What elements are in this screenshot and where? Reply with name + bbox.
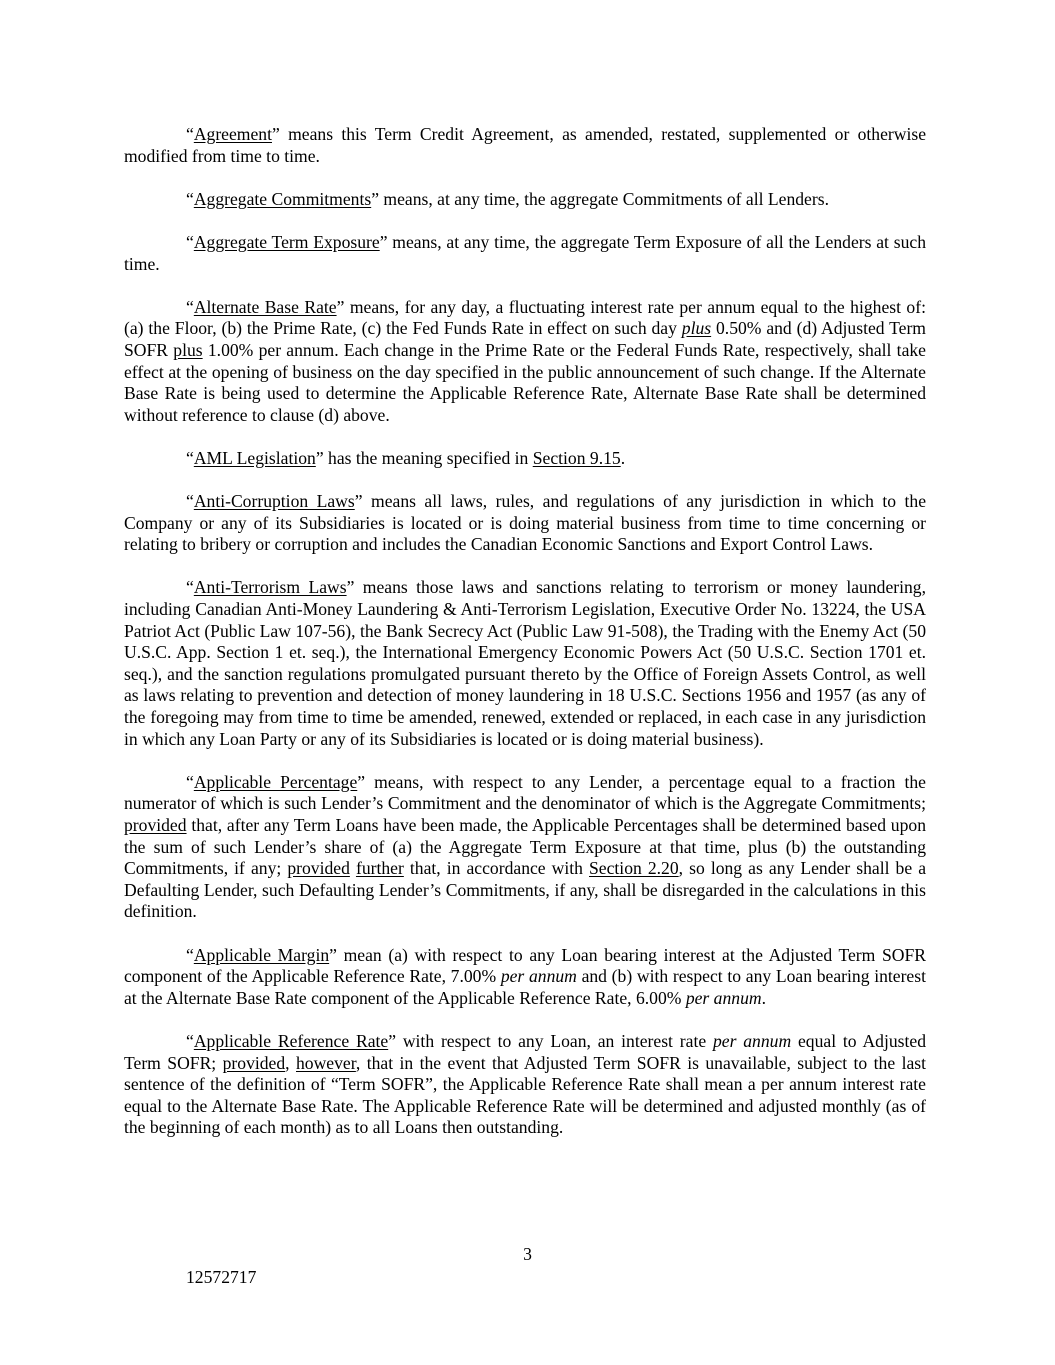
definition-paragraph (124, 577, 926, 750)
definition-paragraph (124, 297, 926, 427)
paragraph-text: “ (186, 1030, 194, 1051)
defined-term: Applicable Percentage (193, 771, 358, 792)
defined-term: Alternate Base Rate (193, 296, 337, 317)
paragraph-text: per annum (500, 966, 577, 987)
paragraph-text: and (b) with respect to any Loan bearing interest at the Alternate Base Rate component of the Applicable Reference Rate, 6.00% (124, 966, 926, 1008)
defined-term: Anti-Terrorism Laws (193, 577, 347, 598)
page-number: 3 (523, 1244, 532, 1264)
paragraph-text: provided (124, 815, 187, 835)
paragraph-text: “ (186, 188, 194, 209)
defined-term: Aggregate Term Exposure (193, 231, 380, 252)
definition-paragraph (124, 491, 926, 556)
defined-term: AML Legislation (193, 447, 316, 468)
paragraph-text: ” means, for any day, a fluctuating interest rate per annum equal to the highest of: (a) the Floor, (b) the Prime Rate, (c) the Fed Funds Rate in effect on such day (124, 296, 926, 339)
paragraph-text: ” means, with respect to any Lender, a percentage equal to a fraction the numerator of which is such Lender’s Commitment and the denominator of which is the Aggregate Commitments; (124, 771, 926, 814)
paragraph-text: “ (186, 296, 194, 317)
definition-paragraph (124, 1031, 926, 1139)
paragraph-text: plus (173, 339, 203, 360)
paragraph-text: . (761, 987, 766, 1008)
paragraph-text: 0.50% and (d) Adjusted Term SOFR (124, 318, 926, 360)
paragraph-text: , that in the event that Adjusted Term SOFR is unavailable, subject to the last sentence of the definition of “Term SOFR”, the Applicable Reference Rate shall mean a per annum interest rate equal to the Alternate Base Rate. The Applicable Reference Rate will be determined and adjusted monthly (as of the beginning of each month) as to all Loans then outstanding. (124, 1052, 927, 1138)
paragraph-text: ” means this Term Credit Agreement, as amended, restated, supplemented or otherwise modified from time to time. (124, 124, 926, 166)
defined-term: Aggregate Commitments (193, 188, 372, 209)
paragraph-text: Section 2.20 (589, 858, 679, 879)
document-body (124, 124, 926, 1161)
paragraph-text: “ (186, 231, 194, 252)
paragraph-text: . (620, 447, 626, 468)
paragraph-text: ” has the meaning specified in (315, 447, 533, 468)
paragraph-text: “ (186, 124, 194, 144)
paragraph-text: Section 9.15 (532, 447, 621, 468)
paragraph-text: ” means, at any time, the aggregate Term Exposure of all the Lenders at such time. (124, 231, 926, 274)
defined-term: Applicable Margin (193, 944, 330, 965)
paragraph-text: “ (186, 944, 194, 965)
definition-paragraph (124, 772, 926, 923)
definition-paragraph (124, 945, 926, 1010)
paragraph-text: provided (287, 858, 350, 879)
paragraph-text: ” means all laws, rules, and regulations of any jurisdiction in which to the Company or any of its Subsidiaries is located or is doing material business from time to time concerning or relating to bribery or corruption and includes the Canadian Economic Sanctions and Export Control Laws. (124, 491, 927, 555)
paragraph-text: , so long as any Lender shall be a Defaulting Lender, such Defaulting Lender’s Commitments, if any, shall be disregarded in the calculations in this definition. (124, 858, 927, 922)
paragraph-text: that, after any Term Loans have been made, the Applicable Percentages shall be determined based upon the sum of such Lender’s share of (a) the Aggregate Term Exposure at that time, plus (b) the outstanding Commitments, if any; (124, 815, 926, 879)
paragraph-text: per annum (712, 1030, 792, 1051)
paragraph-text: however (296, 1052, 356, 1073)
defined-term: Anti-Corruption Laws (193, 491, 355, 512)
paragraph-text: plus (681, 318, 712, 339)
paragraph-text: that, in accordance with (403, 858, 590, 879)
definition-paragraph (124, 448, 926, 470)
paragraph-text: ” means, at any time, the aggregate Commitments of all Lenders. (371, 188, 829, 209)
definition-paragraph (124, 124, 926, 167)
definition-paragraph (124, 189, 926, 211)
defined-term: Agreement (193, 124, 272, 144)
paragraph-text: equal to Adjusted Term SOFR; (124, 1030, 926, 1073)
definition-paragraph (124, 232, 926, 275)
paragraph-text: ” means those laws and sanctions relating to terrorism or money laundering, including Canadian Anti-Money Laundering & Anti-Terrorism Legislation, Executive Order No. 13224, the USA Patriot Act (Public Law 107-56), the Bank Secrecy Act (Public Law 91-508), the Trading with the Enemy Act (50 U.S.C. App. Section 1 et. seq.), the International Emergency Economic Powers Act (50 U.S.C. Section 1701 et. seq.), and the sanction regulations promulgated pursuant thereto by the Office of Foreign Assets Control, as well as laws relating to prevention and detection of money laundering in 18 U.S.C. Sections 1956 and 1957 (as any of the foregoing may from time to time be amended, renewed, extended or replaced, in each case in any jurisdiction in which any Loan Party or any of its Subsidiaries is located or is doing material business). (124, 577, 926, 749)
paragraph-text: ” with respect to any Loan, an interest rate (388, 1030, 713, 1051)
paragraph-text: “ (186, 577, 194, 598)
paragraph-text: “ (186, 771, 194, 792)
paragraph-text: further (355, 858, 404, 879)
paragraph-text: provided (222, 1052, 286, 1073)
paragraph-text: per annum (685, 987, 762, 1008)
document-id: 12572717 (186, 1267, 257, 1287)
paragraph-text: , (285, 1052, 296, 1073)
defined-term: Applicable Reference Rate (193, 1030, 389, 1051)
paragraph-text: “ (186, 447, 194, 468)
paragraph-text: “ (186, 491, 194, 512)
paragraph-text: 1.00% per annum. Each change in the Prime Rate or the Federal Funds Rate, respectively, shall take effect at the opening of business on the day specified in the public announcement of such change. If the Alternate Base Rate is being used to determine the Applicable Reference Rate, Alternate Base Rate shall be determined without reference to clause (d) above. (124, 339, 926, 425)
paragraph-text: ” mean (a) with respect to any Loan bearing interest at the Adjusted Term SOFR component of the Applicable Reference Rate, 7.00% (124, 944, 926, 987)
